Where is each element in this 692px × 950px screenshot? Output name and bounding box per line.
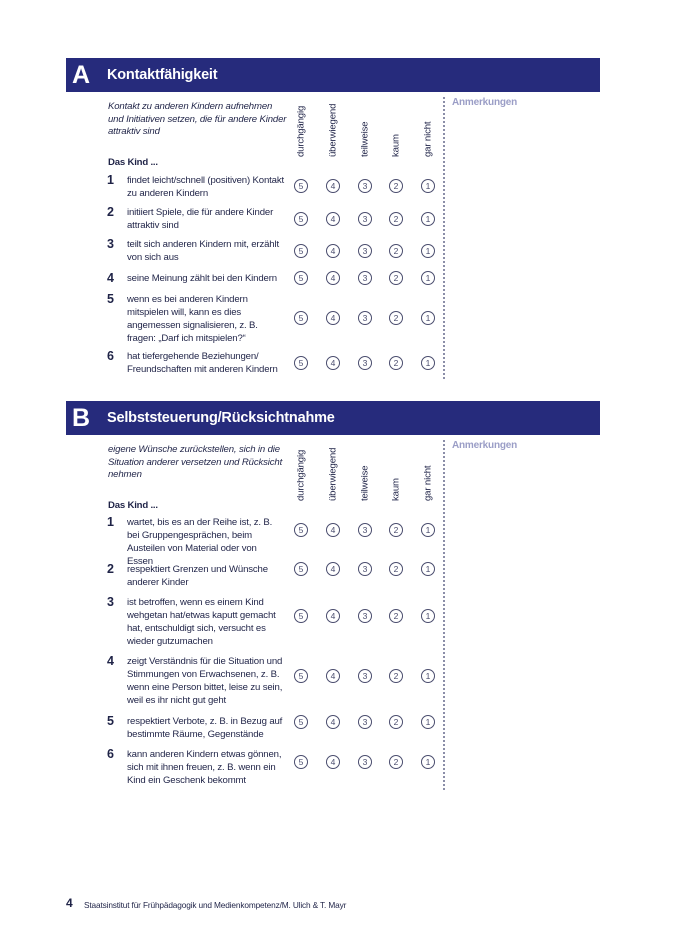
rating-option-4[interactable]: 4 — [326, 669, 340, 683]
rating-option-2[interactable]: 2 — [389, 271, 403, 285]
rating-option-5[interactable]: 5 — [294, 609, 308, 623]
rating-option-5[interactable]: 5 — [294, 356, 308, 370]
rating-option-4[interactable]: 4 — [326, 715, 340, 729]
rating-option-2[interactable]: 2 — [389, 523, 403, 537]
rating-option-5[interactable]: 5 — [294, 523, 308, 537]
rating-option-1[interactable]: 1 — [421, 669, 435, 683]
item-number: 4 — [107, 654, 114, 668]
item-text: initiiert Spiele, die für andere Kinder attraktiv sind — [127, 207, 274, 231]
section-title: Selbststeuerung/Rücksichtnahme — [107, 410, 335, 426]
notes-divider — [443, 97, 445, 379]
rating-option-3[interactable]: 3 — [358, 212, 372, 226]
rating-option-2[interactable]: 2 — [389, 179, 403, 193]
rating-option-5[interactable]: 5 — [294, 715, 308, 729]
rating-option-4[interactable]: 4 — [326, 179, 340, 193]
rating-option-3[interactable]: 3 — [358, 609, 372, 623]
rating-option-3[interactable]: 3 — [358, 179, 372, 193]
item-text: teilt sich anderen Kindern mit, erzählt von sich aus — [127, 239, 279, 263]
das-kind-label: Das Kind ... — [108, 157, 158, 168]
column-header: überwiegend — [327, 103, 339, 157]
rating-option-5[interactable]: 5 — [294, 271, 308, 285]
rating-option-3[interactable]: 3 — [358, 523, 372, 537]
rating-option-5[interactable]: 5 — [294, 562, 308, 576]
item-text: findet leicht/schnell (positiven) Kontakt zu anderen Kindern — [127, 175, 285, 199]
rating-option-2[interactable]: 2 — [389, 669, 403, 683]
rating-option-3[interactable]: 3 — [358, 271, 372, 285]
rating-option-2[interactable]: 2 — [389, 311, 403, 325]
rating-option-3[interactable]: 3 — [358, 311, 372, 325]
rating-option-5[interactable]: 5 — [294, 212, 308, 226]
item-number: 1 — [107, 515, 114, 529]
rating-option-4[interactable]: 4 — [326, 311, 340, 325]
rating-option-3[interactable]: 3 — [358, 715, 372, 729]
item-text: hat tiefergehende Beziehungen/ Freundschaften mit anderen Kindern — [127, 351, 278, 375]
rating-option-4[interactable]: 4 — [326, 609, 340, 623]
rating-option-4[interactable]: 4 — [326, 244, 340, 258]
section-intro: eigene Wünsche zurückstellen, sich in die Situation anderer versetzen und Rücksicht nehmen — [108, 444, 283, 480]
item-text: respektiert Verbote, z. B. in Bezug auf bestimmte Räume, Gegenstände — [127, 716, 283, 740]
item-number: 3 — [107, 595, 114, 609]
rating-option-1[interactable]: 1 — [421, 562, 435, 576]
rating-option-5[interactable]: 5 — [294, 755, 308, 769]
rating-option-1[interactable]: 1 — [421, 244, 435, 258]
rating-option-3[interactable]: 3 — [358, 244, 372, 258]
column-header: kaum — [390, 134, 402, 157]
rating-option-4[interactable]: 4 — [326, 523, 340, 537]
rating-option-4[interactable]: 4 — [326, 212, 340, 226]
item-number: 5 — [107, 714, 114, 728]
rating-option-4[interactable]: 4 — [326, 271, 340, 285]
rating-option-5[interactable]: 5 — [294, 669, 308, 683]
rating-option-1[interactable]: 1 — [421, 609, 435, 623]
section-intro: Kontakt zu anderen Kindern aufnehmen und Initiativen setzen, die für andere Kinder attraktiv sind — [108, 101, 287, 137]
rating-option-1[interactable]: 1 — [421, 212, 435, 226]
rating-option-2[interactable]: 2 — [389, 609, 403, 623]
rating-option-1[interactable]: 1 — [421, 715, 435, 729]
column-header: durchgängig — [295, 105, 307, 157]
section-letter: A — [71, 61, 91, 89]
rating-option-5[interactable]: 5 — [294, 244, 308, 258]
column-header: gar nicht — [422, 465, 434, 501]
column-header: teilweise — [359, 465, 371, 501]
rating-option-1[interactable]: 1 — [421, 179, 435, 193]
column-header: kaum — [390, 478, 402, 501]
rating-option-4[interactable]: 4 — [326, 562, 340, 576]
item-number: 4 — [107, 271, 114, 285]
item-text: ist betroffen, wenn es einem Kind wehgetan hat/etwas kaputt gemacht hat, entschuldigt sich, versucht es wieder gutzumachen — [127, 597, 276, 647]
notes-label: Anmerkungen — [452, 97, 518, 108]
rating-option-4[interactable]: 4 — [326, 755, 340, 769]
section-title: Kontaktfähigkeit — [107, 67, 218, 83]
item-number: 6 — [107, 349, 114, 363]
item-text: wartet, bis es an der Reihe ist, z. B. bei Gruppengesprächen, beim Austeilen von Material oder von Essen — [127, 517, 273, 567]
column-header: überwiegend — [327, 447, 339, 501]
column-header: gar nicht — [422, 121, 434, 157]
item-text: seine Meinung zählt bei den Kindern — [127, 273, 277, 284]
rating-option-1[interactable]: 1 — [421, 271, 435, 285]
rating-option-3[interactable]: 3 — [358, 755, 372, 769]
footer-credit: Staatsinstitut für Frühpädagogik und Medienkompetenz/M. Ulich & T. Mayr — [84, 900, 347, 910]
item-number: 1 — [107, 173, 114, 187]
column-header: teilweise — [359, 121, 371, 157]
rating-option-5[interactable]: 5 — [294, 311, 308, 325]
item-text: respektiert Grenzen und Wünsche anderer Kinder — [127, 564, 268, 588]
rating-option-1[interactable]: 1 — [421, 311, 435, 325]
page-number: 4 — [66, 896, 73, 910]
rating-option-1[interactable]: 1 — [421, 523, 435, 537]
section-letter: B — [71, 404, 91, 432]
das-kind-label: Das Kind ... — [108, 500, 158, 511]
item-number: 3 — [107, 237, 114, 251]
item-number: 2 — [107, 562, 114, 576]
item-text: zeigt Verständnis für die Situation und Stimmungen von Erwachsenen, z. B. wenn eine Person bittet, leise zu sein, weil es ihr nicht gut geht — [127, 656, 283, 706]
rating-option-2[interactable]: 2 — [389, 755, 403, 769]
rating-option-3[interactable]: 3 — [358, 356, 372, 370]
item-text: wenn es bei anderen Kindern mitspielen will, kann es dies angemessen signalisieren, z. B. fragen: „Darf ich mitspielen?“ — [127, 294, 258, 344]
rating-option-2[interactable]: 2 — [389, 212, 403, 226]
rating-option-2[interactable]: 2 — [389, 356, 403, 370]
item-number: 2 — [107, 205, 114, 219]
rating-option-2[interactable]: 2 — [389, 562, 403, 576]
rating-option-3[interactable]: 3 — [358, 562, 372, 576]
rating-option-1[interactable]: 1 — [421, 755, 435, 769]
notes-divider — [443, 440, 445, 790]
item-number: 6 — [107, 747, 114, 761]
rating-option-3[interactable]: 3 — [358, 669, 372, 683]
rating-option-5[interactable]: 5 — [294, 179, 308, 193]
rating-option-2[interactable]: 2 — [389, 244, 403, 258]
rating-option-4[interactable]: 4 — [326, 356, 340, 370]
notes-label: Anmerkungen — [452, 440, 518, 451]
item-number: 5 — [107, 292, 114, 306]
item-text: kann anderen Kindern etwas gönnen, sich mit ihnen freuen, z. B. wenn ein Kind ein Geschenk bekommt — [127, 749, 282, 786]
column-header: durchgängig — [295, 449, 307, 501]
rating-option-1[interactable]: 1 — [421, 356, 435, 370]
rating-option-2[interactable]: 2 — [389, 715, 403, 729]
